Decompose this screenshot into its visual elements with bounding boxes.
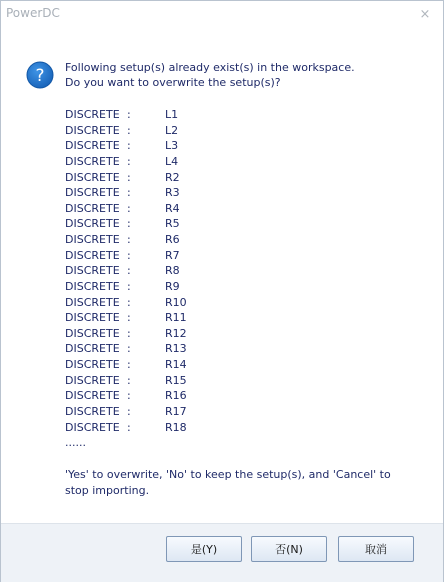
setup-type: DISCRETE xyxy=(65,170,120,184)
setup-name: R18 xyxy=(165,420,187,434)
setup-separator: : xyxy=(127,217,131,231)
setup-separator: : xyxy=(127,186,131,200)
setup-type: DISCRETE xyxy=(65,358,120,371)
list-ellipsis: ...... xyxy=(65,436,86,449)
dialog-content xyxy=(1,30,443,523)
setup-name: R8 xyxy=(165,264,180,278)
cancel-button[interactable]: 取消 xyxy=(338,536,414,562)
setup-name: R14 xyxy=(165,358,187,371)
setup-type: DISCRETE xyxy=(65,108,120,121)
setup-type: DISCRETE xyxy=(65,186,120,200)
setup-separator: : xyxy=(127,373,131,387)
setup-separator: : xyxy=(127,404,131,418)
setup-name: L1 xyxy=(165,108,179,121)
question-icon xyxy=(26,61,54,89)
setup-name: L2 xyxy=(165,123,179,137)
setup-type: DISCRETE xyxy=(65,326,120,340)
setup-separator: : xyxy=(127,123,131,137)
setup-type: DISCRETE xyxy=(65,201,120,215)
setup-type: DISCRETE xyxy=(65,420,120,434)
setup-name: R11 xyxy=(165,311,187,325)
setup-name: R5 xyxy=(165,217,180,231)
setup-type: DISCRETE xyxy=(65,295,120,309)
setup-separator: : xyxy=(127,248,131,262)
setup-name: R2 xyxy=(165,170,180,184)
setup-name: R15 xyxy=(165,373,187,387)
setup-separator: : xyxy=(127,264,131,278)
setup-separator: : xyxy=(127,170,131,184)
setup-name: L3 xyxy=(165,139,179,153)
setup-name: R4 xyxy=(165,201,180,215)
setup-name: R9 xyxy=(165,279,180,293)
no-button[interactable]: 否(N) xyxy=(251,536,327,562)
message-line-1: Following setup(s) already exist(s) in the workspace. xyxy=(65,61,355,74)
setup-type: DISCRETE xyxy=(65,373,120,387)
setup-separator: : xyxy=(127,326,131,340)
setup-name: R6 xyxy=(165,233,180,246)
setup-type: DISCRETE xyxy=(65,154,120,168)
setup-type: DISCRETE xyxy=(65,139,120,153)
setup-name: R12 xyxy=(165,326,187,340)
setup-separator: : xyxy=(127,311,131,325)
setup-name: R3 xyxy=(165,186,180,200)
setup-name: R7 xyxy=(165,248,180,262)
setup-type: DISCRETE xyxy=(65,264,120,278)
setup-separator: : xyxy=(127,233,131,246)
svg-text:?: ? xyxy=(35,66,45,86)
setup-separator: : xyxy=(127,154,131,168)
window-title: PowerDC xyxy=(6,6,60,20)
setup-type: DISCRETE xyxy=(65,311,120,325)
title-bar[interactable] xyxy=(1,1,443,29)
yes-button[interactable]: 是(Y) xyxy=(166,536,242,562)
setup-name: R17 xyxy=(165,404,187,418)
setup-separator: : xyxy=(127,358,131,371)
setup-separator: : xyxy=(127,342,131,356)
setup-type: DISCRETE xyxy=(65,233,120,246)
setup-separator: : xyxy=(127,108,131,121)
instruction-text: 'Yes' to overwrite, 'No' to keep the setup(s), and 'Cancel' to stop importing. xyxy=(65,468,391,497)
setup-separator: : xyxy=(127,389,131,403)
button-bar xyxy=(1,523,443,582)
setup-separator: : xyxy=(127,295,131,309)
close-button[interactable]: × xyxy=(419,7,431,22)
setup-name: R10 xyxy=(165,295,187,309)
setup-separator: : xyxy=(127,279,131,293)
setup-name: R16 xyxy=(165,389,187,403)
setup-type: DISCRETE xyxy=(65,404,120,418)
setup-type: DISCRETE xyxy=(65,248,120,262)
setup-type: DISCRETE xyxy=(65,342,120,356)
setup-type: DISCRETE xyxy=(65,279,120,293)
setup-name: R13 xyxy=(165,342,187,356)
setup-type: DISCRETE xyxy=(65,217,120,231)
setup-separator: : xyxy=(127,201,131,215)
message-text xyxy=(65,60,355,90)
setup-name: L4 xyxy=(165,154,179,168)
setup-type: DISCRETE xyxy=(65,123,120,137)
setup-separator: : xyxy=(127,139,131,153)
setup-separator: : xyxy=(127,420,131,434)
setup-type: DISCRETE xyxy=(65,389,120,403)
message-line-2: Do you want to overwrite the setup(s)? xyxy=(65,76,281,89)
